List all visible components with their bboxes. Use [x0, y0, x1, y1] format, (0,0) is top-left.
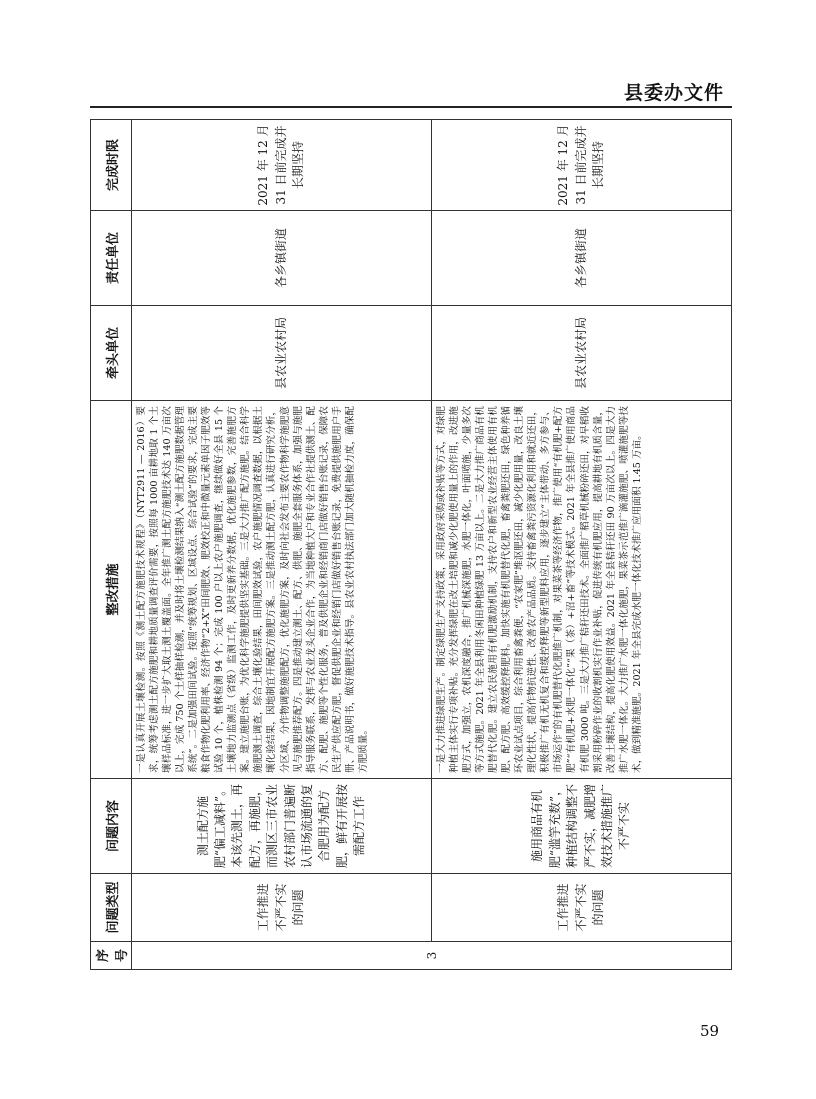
- col-header-content: 问题内容: [91, 779, 132, 874]
- rotated-table-frame: [90, 120, 730, 970]
- col-header-responsible-unit: 责任单位: [91, 211, 132, 306]
- table-row: [132, 120, 432, 970]
- table-row: [432, 120, 732, 970]
- deadline: 2021 年 12 月 31 日前完成并长期坚持: [432, 120, 732, 211]
- responsible-unit: 各乡镇街道: [432, 211, 732, 306]
- lead-unit: 县农业农村局: [132, 306, 432, 401]
- col-header-type: 问题类型: [91, 874, 132, 942]
- rectification-measures: 一是大力推进绿肥生产。制定绿肥生产支持政策，采用政府采购或补贴等方式，对绿肥种植主体实行专项补贴。充分发挥绿肥在改土培肥和减少化肥使用量上的作用，改进施肥方式，加强立，农机深度融合，推广机械深施肥，水肥一体化，叶面喷施，少量多次等方式施肥。2021 年全县利用冬闲田种植绿肥 13 万亩以上。二是大力推广商品有机肥替代化肥。建立农民施用有机肥激励机制，支持农户和新型农业经营主体使用有机肥、配方肥、高效缓控释肥料。加快实施有机肥替代化肥，畜禽粪肥还田，绿色种养循环农业试点项目，综合利用畜禽粪便，“农家肥”堆沤肥还田，减少化肥用量，改良土壤理化性状，提高作物抗逆性、改善农产品品质。支持畜禽粪污资源化利用和就近还田，积极推广有机无机复合和缓控释肥等新型肥料应用，逐步建立“主体带动、多方参与、市场运作”的有机肥替代化肥推广机制，对果菜茶等经济作物，推广使用“有机肥+配方肥”“有机肥+水肥一体化”“果（茶）+沼+畜”等技术模式。2021 年全县推广使用商品有机肥 3000 吨。三是大力推广秸秆还田技术。全面推广稻草机械粉碎还田，对早稻收割采用粉碎作业的收割机实行作业补贴，促进传统有机肥应用，提高耕地有机质含量，改善土壤结构，提高化肥使用效益。2021 年全县秸秆还田 90 万亩次以上。四是大力推广水肥一体化。大力推广水肥一体化施肥，果菜茶示范推广滴灌施肥、喷灌施肥等技术，做到精准施肥。2021 年全县完成水肥一体化技术推广应用面积 1.45 万亩。: [432, 401, 732, 779]
- problem-content: 施用商品有机肥“滥竽充数”，种植结构调整不严不实，减肥增效技术措施推广不严不实: [432, 779, 732, 874]
- problem-type: 工作推进不严不实的问题: [132, 874, 432, 942]
- rectification-measures: 一是认真开展土壤检测。按照《测土配方施肥技术规程》（NYT2911 — 2016）要求，统筹考虑测土配方施肥和耕地质量调查评价需要，按照每 1000 亩耕地取 1 个土壤样品标准，进一步扩大取土测土覆盖面。全年推广测土配方施肥技术达 140 万亩次以上，完成 750 个土样抽样检测，并及时将土壤检测结果纳入“测土配方施肥数据管理系统”。二是加强田间试验。按照“统筹规划、区域设点、综合试验”的要求，完成主要粮食作物化肥利用率、经济作物“2+X”田间肥效、肥效校正和中微量元素单因子肥效等试验 10 个，植株检测 94 个；完成 100 户以上农户施肥调查，继续做好全县 15 个土壤地力监测点（省级）监测工作，及时更新养分数据，优化施肥参数，完善施肥方案。建立施肥台账，为优化科学施肥提供坚实基础。三是大力推广配方施肥。结合科学施肥测土调查，综合土壤化验结果，田间肥效试验，农户施肥情况调查数据，以根据土壤化验结果，因地制宜开展配方施肥方案。三是推动测土配方肥，认真进行研究分析，分区域、分作物调整施肥配方，优化施肥方案，及时向社会发布主要农作物科学施肥意见与施肥推荐配方。四是推动建立测土、配方、供肥、施肥全套服务体系，加强与施肥指导服务联系，发挥与农业龙头企业合作，为当地种植大户和专业合作社提供测土、配方、配肥、施肥等个性化服务，普及供肥企业和经销商门店做好销售台账记录，保障农民生产供应配方肥，督促供肥企业和经销门店做好销售台账记录，免费提供施肥用户手册、产品说明书，做好施肥技术指导。县农业农村执法部门加大随机抽检力度，确保配方肥质量。: [132, 401, 432, 779]
- document-header-title: 县委办文件: [623, 82, 724, 104]
- running-header: [90, 76, 732, 108]
- page-number: 59: [700, 1022, 720, 1040]
- table-header-row: [91, 120, 132, 970]
- deadline: 2021 年 12 月 31 日前完成并长期坚持: [132, 120, 432, 211]
- problem-type: 工作推进不严不实的问题: [432, 874, 732, 942]
- lead-unit: 县农业农村局: [432, 306, 732, 401]
- rectification-table: [90, 119, 732, 970]
- col-header-index: 序号: [91, 942, 132, 970]
- row-index: 3: [132, 942, 732, 970]
- col-header-measures: 整改措施: [91, 401, 132, 779]
- col-header-lead-unit: 牵头单位: [91, 306, 132, 401]
- problem-content: 测土配方施肥“偏工减料”。本该先测土，再配方，再施肥，而测区三市农业农村部门普遍断认市场流通的复合肥用为配方肥，鲜有开展按需配方工作: [132, 779, 432, 874]
- responsible-unit: 各乡镇街道: [132, 211, 432, 306]
- col-header-deadline: 完成时限: [91, 120, 132, 211]
